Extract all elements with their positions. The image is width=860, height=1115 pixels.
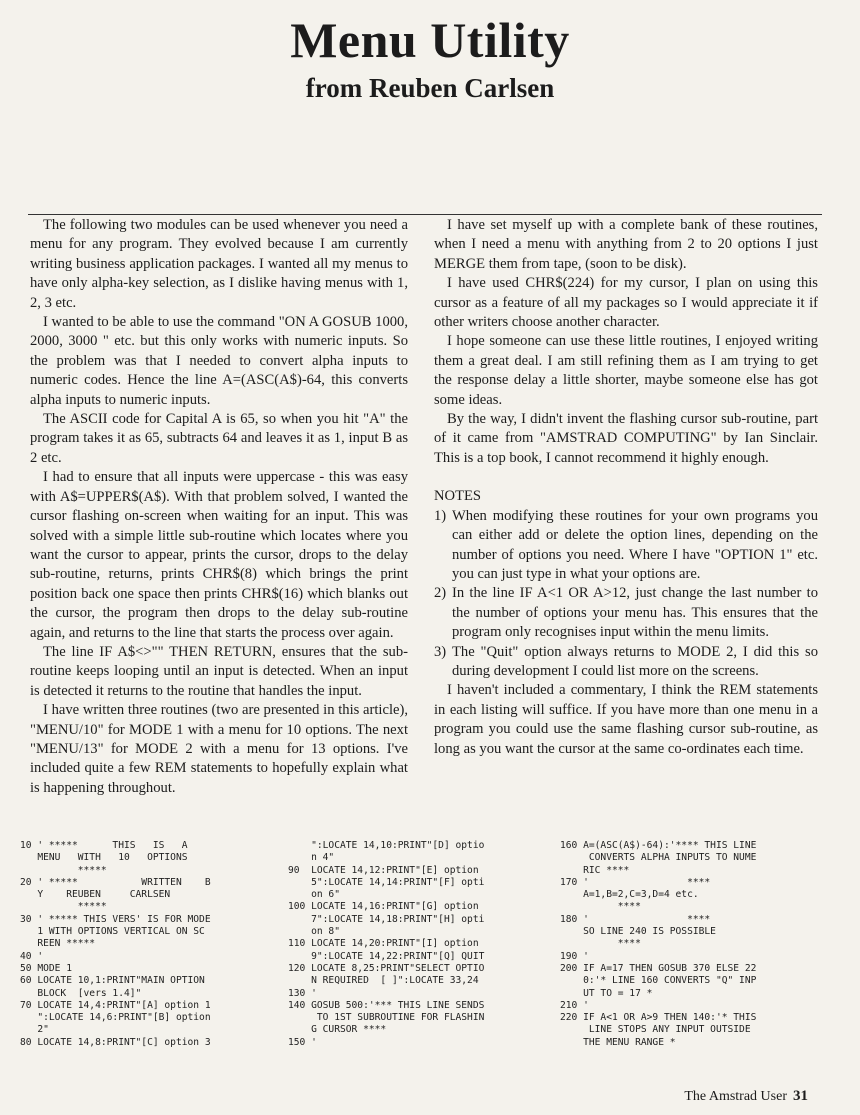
note-item <box>434 584 818 642</box>
note-text: In the line IF A<1 OR A>12, just change the last number to the number of options your menu has. This ensures that the program only recognises input within the menu limits. <box>452 585 818 641</box>
note-item <box>434 643 818 682</box>
header-rule <box>28 214 822 215</box>
code-listing-column-3: 160 A=(ASC(A$)-64):'**** THIS LINE CONVERTS ALPHA INPUTS TO NUME RIC **** 170 ' **** A=1,B=2,C=3,D=4 etc. **** 180 ' **** SO LINE 240 IS POSSIBLE **** 190 ' 200 IF A=17 THEN GOSUB 370 ELSE 22 0:'* LINE 160 CONVERTS "Q" INP UT TO = 17 * 210 ' 220 IF A<1 OR A>9 THEN 140:'* THIS LINE STOPS ANY INPUT OUTSIDE THE MENU RANGE * <box>560 840 757 1048</box>
paragraph: By the way, I didn't invent the flashing cursor sub-routine, part of it came from "AMSTRAD COMPUTING" by Ian Sinclair. This is a top book, I cannot recommend it highly enough. <box>434 411 818 466</box>
paragraph: The line IF A$<>"" THEN RETURN, ensures that the sub-routine keeps looping until an input is detected. When an input is detected it returns to the routine that handles the input. <box>30 643 408 699</box>
note-number: 3) <box>434 643 447 660</box>
note-number: 1) <box>434 507 447 524</box>
code-listing-column-2: ":LOCATE 14,10:PRINT"[D] optio n 4" 90 LOCATE 14,12:PRINT"[E] option 5":LOCATE 14,14:PRINT"[F] opti on 6" 100 LOCATE 14,16:PRINT"[G] option 7":LOCATE 14,18:PRINT"[H] opti on 8" 110 LOCATE 14,20:PRINT"[I] option 9":LOCATE 14,22:PRINT"[Q] QUIT 120 LOCATE 8,25:PRINT"SELECT OPTIO N REQUIRED [ ]":LOCATE 33,24 130 ' 140 GOSUB 500:'*** THIS LINE SENDS TO 1ST SUBROUTINE FOR FLASHIN G CURSOR **** 150 ' <box>288 840 485 1048</box>
note-number: 2) <box>434 585 447 602</box>
paragraph: I have written three routines (two are presented in this article), "MENU/10" for MODE 1 with a menu for 10 options. The next "MENU/13" for MODE 2 with a menu for 13 options. I've included quite a few REM statements to hopefully explain what is happening throughout. <box>30 702 408 796</box>
code-listing-column-1: 10 ' ***** THIS IS A MENU WITH 10 OPTIONS ***** 20 ' ***** WRITTEN B Y REUBEN CARLSEN ***** 30 ' ***** THIS VERS' IS FOR MODE 1 WITH OPTIONS VERTICAL ON SC REEN ***** 40 ' 50 MODE 1 60 LOCATE 10,1:PRINT"MAIN OPTION BLOCK [vers 1.4]" 70 LOCATE 14,4:PRINT"[A] option 1 ":LOCATE 14,6:PRINT"[B] option 2" 80 LOCATE 14,8:PRINT"[C] option 3 <box>20 840 211 1048</box>
paragraph: I have set myself up with a complete bank of these routines, when I need a menu with anything from 2 to 20 options I just MERGE them from tape, (soon to be disk). <box>434 217 818 272</box>
article-byline: from Reuben Carlsen <box>305 73 555 103</box>
notes-list <box>434 507 818 682</box>
note-item <box>434 507 818 585</box>
closing-paragraph: I haven't included a commentary, I think the REM statements in each listing will suffice. If you have more than one menu in a program you could use the same flashing cursor sub-routine, as long as you want the cursor at the same co-ordinates each time. <box>434 682 818 757</box>
paragraph: The ASCII code for Capital A is 65, so when you hit "A" the program takes it as 65, subtracts 64 and leaves it as 1, input B as 2 etc. <box>30 411 408 466</box>
note-text: The "Quit" option always returns to MODE 2, I did this so during development I could list more on the screens. <box>452 643 818 679</box>
paragraph: I had to ensure that all inputs were uppercase - this was easy with A$=UPPER$(A$). With that problem solved, I wanted the cursor flashing on-screen when waiting for an input. This was solved with a simple little sub-routine which locates where you want the cursor to appear, prints the cursor, drops to the delay sub-routine, returns, prints CHR$(8) which brings the print position back one space then prints CHR$(16) which blanks out the cursor, the program then drops to the delay sub-routine again, and returns to the line that starts the process over again. <box>30 469 408 641</box>
paragraph: I hope someone can use these little routines, I enjoyed writing them a great deal. I am still refining them as I am trying to get the response delay a little shorter, maybe someone else has got some ideas. <box>434 333 818 408</box>
paragraph: The following two modules can be used whenever you need a menu for any program. They evolved because I am currently writing business application packages. I wanted all my menus to have only alpha-key selection, as I dislike having menus with 1, 2, 3 etc. <box>30 217 408 311</box>
left-column <box>30 216 408 798</box>
page-number: 31 <box>793 1088 808 1104</box>
article-title: Menu Utility <box>290 12 570 68</box>
magazine-name: The Amstrad User <box>684 1089 787 1104</box>
paragraph: I have used CHR$(224) for my cursor, I plan on using this cursor as a feature of all my packages so I would appreciate it if other writers choose another character. <box>434 275 818 331</box>
page-footer <box>684 1088 808 1105</box>
notes-heading: NOTES <box>434 488 482 505</box>
paragraph: I wanted to be able to use the command "ON A GOSUB 1000, 2000, 3000 " etc. but this only works with numeric inputs. So the problem was that I needed to convert alpha inputs to numeric codes. Hence the line A=(ASC(A$)-64, this converts alpha inputs to numeric inputs. <box>30 314 408 408</box>
note-text: When modifying these routines for your own programs you can either add or delete the option lines, depending on the number of options you need. Where I have "OPTION 1" etc. you can just type in what your options are. <box>452 507 818 582</box>
right-column <box>434 216 818 759</box>
